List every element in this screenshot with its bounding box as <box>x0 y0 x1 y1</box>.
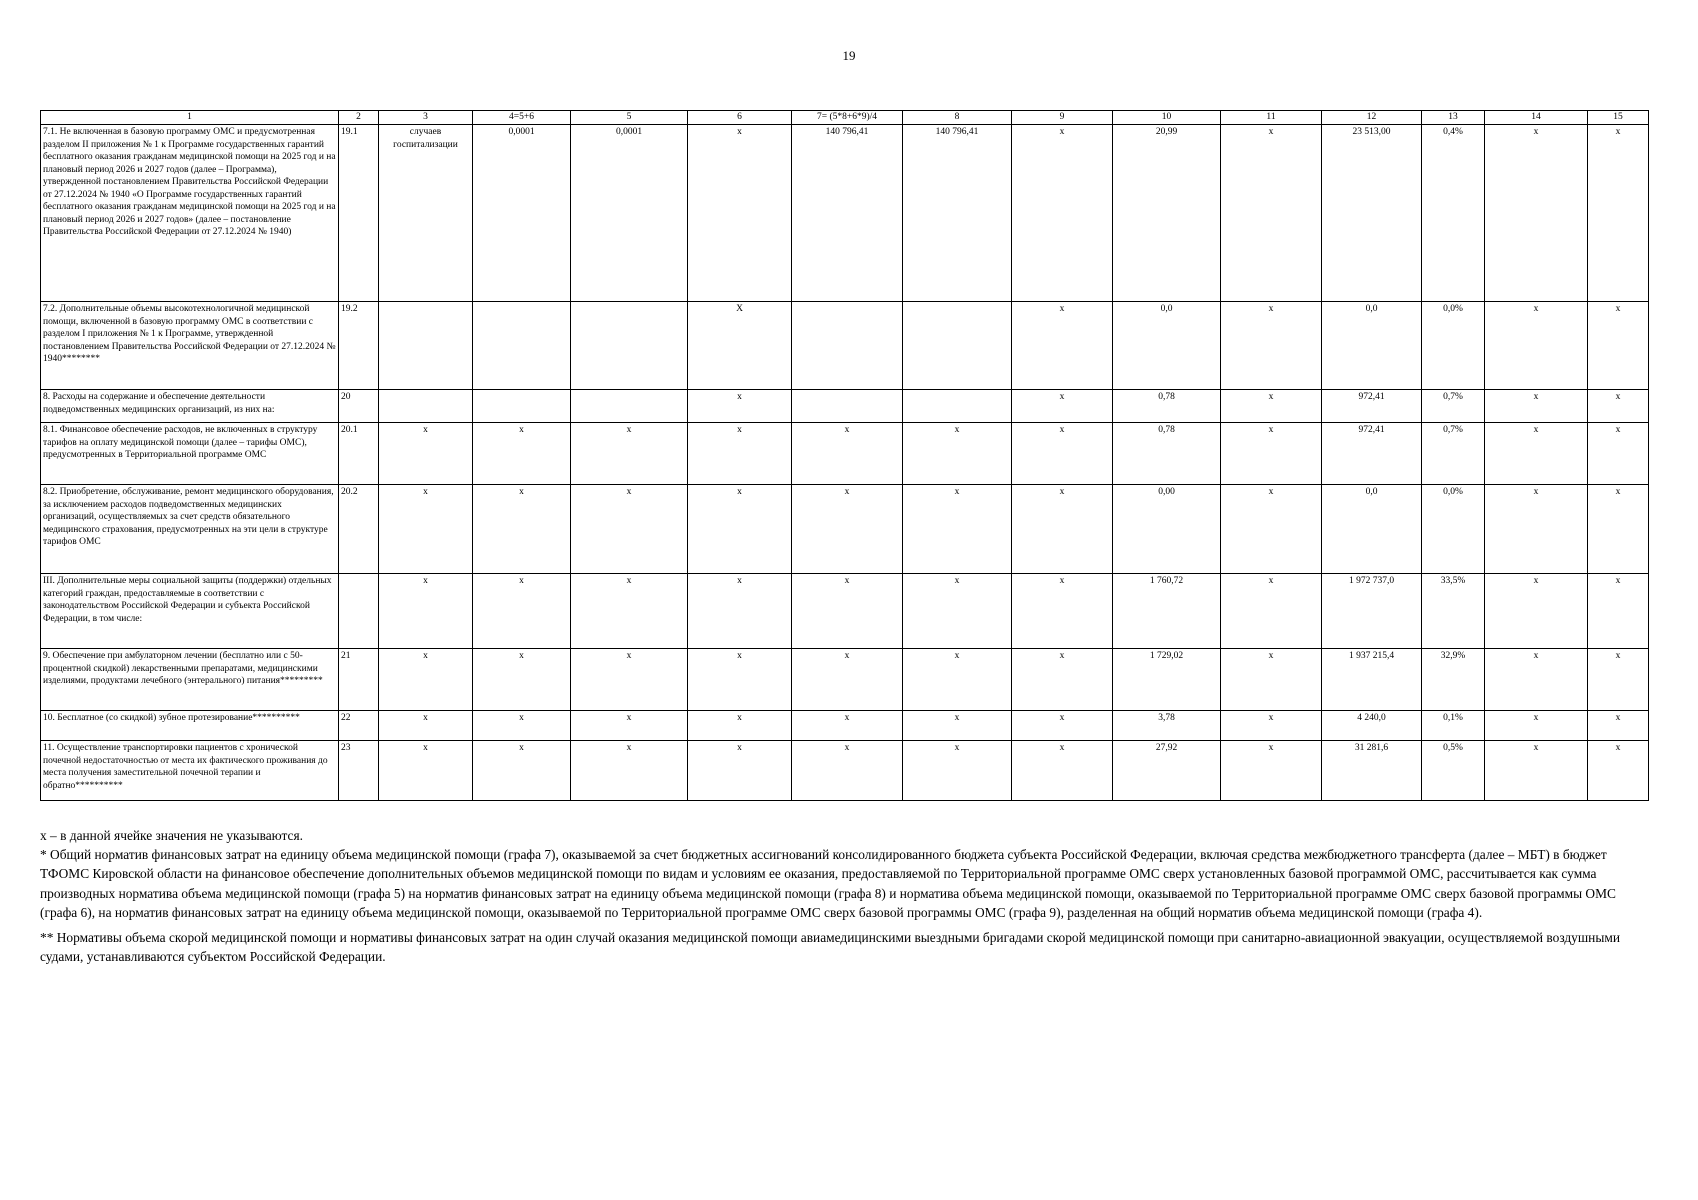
table-cell: x <box>688 423 792 485</box>
column-header: 1 <box>41 111 339 125</box>
table-cell: x <box>473 649 571 711</box>
table-cell: x <box>1012 423 1113 485</box>
table-cell: 972,41 <box>1322 423 1422 485</box>
column-header: 10 <box>1113 111 1221 125</box>
table-cell: 0,7% <box>1422 390 1485 423</box>
line-number: 22 <box>339 711 379 741</box>
table-cell: x <box>1588 711 1649 741</box>
column-header: 7= (5*8+6*9)/4 <box>792 111 903 125</box>
note-x: x – в данной ячейке значения не указываются. <box>40 828 303 843</box>
column-header: 5 <box>571 111 688 125</box>
table-cell: 4 240,0 <box>1322 711 1422 741</box>
table-cell: 23 513,00 <box>1322 125 1422 302</box>
table-cell: случаев госпитализации <box>379 125 473 302</box>
table-cell: x <box>688 649 792 711</box>
table-cell: x <box>379 423 473 485</box>
table-cell: x <box>903 574 1012 649</box>
table-cell: 140 796,41 <box>792 125 903 302</box>
table-cell: x <box>1485 485 1588 574</box>
column-header: 2 <box>339 111 379 125</box>
table-cell: x <box>473 574 571 649</box>
footnotes <box>40 826 1640 966</box>
table-cell: x <box>1012 125 1113 302</box>
table-cell: x <box>1221 125 1322 302</box>
table-cell: x <box>379 741 473 801</box>
table-cell: 0,78 <box>1113 390 1221 423</box>
table-cell <box>792 390 903 423</box>
table-cell: x <box>1485 302 1588 390</box>
table-cell: x <box>688 390 792 423</box>
table-cell: x <box>1485 741 1588 801</box>
table-cell: x <box>1588 574 1649 649</box>
table-cell: x <box>571 711 688 741</box>
table-cell <box>473 390 571 423</box>
table-cell: x <box>688 741 792 801</box>
table-cell: 0,5% <box>1422 741 1485 801</box>
page-number: 19 <box>842 48 856 63</box>
table-cell: x <box>571 649 688 711</box>
table-cell: 0,0% <box>1422 485 1485 574</box>
line-number: 19.1 <box>339 125 379 302</box>
table-cell: x <box>571 574 688 649</box>
table-cell: x <box>1485 574 1588 649</box>
table-cell: 0,00 <box>1113 485 1221 574</box>
table-cell: x <box>1221 649 1322 711</box>
column-header: 9 <box>1012 111 1113 125</box>
table-cell: x <box>903 649 1012 711</box>
table-cell: x <box>1588 485 1649 574</box>
table-cell: x <box>1588 125 1649 302</box>
table-cell: x <box>379 574 473 649</box>
table-cell: x <box>903 741 1012 801</box>
table-cell: x <box>1221 574 1322 649</box>
table-cell: x <box>1012 649 1113 711</box>
table-cell <box>571 302 688 390</box>
table-cell: x <box>473 423 571 485</box>
table-cell: 1 972 737,0 <box>1322 574 1422 649</box>
table-cell: 0,1% <box>1422 711 1485 741</box>
table-row <box>41 390 1649 423</box>
table-cell: 31 281,6 <box>1322 741 1422 801</box>
table-cell: 0,0001 <box>571 125 688 302</box>
table-cell: x <box>1012 302 1113 390</box>
line-number: 20.2 <box>339 485 379 574</box>
table-cell: x <box>1012 485 1113 574</box>
table-cell: x <box>688 711 792 741</box>
table-cell: x <box>1588 741 1649 801</box>
table-cell <box>903 390 1012 423</box>
column-header: 12 <box>1322 111 1422 125</box>
table-cell: 0,78 <box>1113 423 1221 485</box>
table-cell: x <box>792 649 903 711</box>
table-cell: 1 937 215,4 <box>1322 649 1422 711</box>
table-cell: 0,0 <box>1322 485 1422 574</box>
table-cell: 972,41 <box>1322 390 1422 423</box>
table-row <box>41 485 1649 574</box>
table-cell: 0,0 <box>1322 302 1422 390</box>
table-cell: x <box>688 125 792 302</box>
table-row <box>41 574 1649 649</box>
column-header: 8 <box>903 111 1012 125</box>
note-double-asterisk: ** Нормативы объема скорой медицинской помощи и нормативы финансовых затрат на один случай оказания медицинской помощи авиамедицинскими выездными бригадами скорой медицинской помощи при санитарно-авиационной эвакуации, осуществляемой воздушными судами, устанавливаются субъектом Российской Федерации. <box>40 930 1620 965</box>
table-row <box>41 649 1649 711</box>
line-number: 19.2 <box>339 302 379 390</box>
table-cell: x <box>1012 741 1113 801</box>
table-cell: x <box>1588 390 1649 423</box>
table-cell: x <box>1485 423 1588 485</box>
table-cell: 27,92 <box>1113 741 1221 801</box>
table-cell: 20,99 <box>1113 125 1221 302</box>
table-cell: x <box>1221 390 1322 423</box>
table-cell: 32,9% <box>1422 649 1485 711</box>
table-cell <box>379 390 473 423</box>
row-name: 8.1. Финансовое обеспечение расходов, не включенных в структуру тарифов на оплату медицинской помощи (далее – тарифы ОМС), предусмотренных в Территориальной программе ОМС <box>41 423 339 485</box>
table-cell: x <box>1588 423 1649 485</box>
line-number: 20.1 <box>339 423 379 485</box>
table-row <box>41 302 1649 390</box>
table-cell: x <box>792 711 903 741</box>
table-cell: x <box>792 485 903 574</box>
column-header: 6 <box>688 111 792 125</box>
table-row <box>41 125 1649 302</box>
table-cell: x <box>1485 649 1588 711</box>
column-header: 15 <box>1588 111 1649 125</box>
table-row <box>41 423 1649 485</box>
row-name: 7.2. Дополнительные объемы высокотехнологичной медицинской помощи, включенной в базовую программу ОМС в соответствии с разделом I приложения № 1 к Программе, утвержденной постановлением Правительства Российской Федерации от 27.12.2024 № 1940******** <box>41 302 339 390</box>
table-cell: x <box>1221 485 1322 574</box>
table-cell: x <box>1588 649 1649 711</box>
note-asterisk: * Общий норматив финансовых затрат на единицу объема медицинской помощи (графа 7), оказываемой за счет бюджетных ассигнований консолидированного бюджета субъекта Российской Федерации, включая средства межбюджетного трансферта (далее – МБТ) в бюджет ТФОМС Кировской области на финансовое обеспечение дополнительных объемов медицинской помощи по видам и условиям ее оказания, предоставляемой по Территориальной программе ОМС сверх установленных базовой программой ОМС, рассчитывается как сумма производных норматива объема медицинской помощи (графа 5) на норматив финансовых затрат на единицу объема медицинской помощи (графа 8) и норматива объема медицинской помощи, оказываемой по Территориальной программе ОМС сверх базовой программы ОМС (графа 6), на норматив финансовых затрат на единицу объема медицинской помощи, оказываемой по Территориальной программе ОМС сверх базовой программы ОМС (графа 9), разделенная на общий норматив объема медицинской помощи (графа 4). <box>40 847 1616 920</box>
column-header: 3 <box>379 111 473 125</box>
table-cell: x <box>1221 423 1322 485</box>
table-cell: x <box>1012 574 1113 649</box>
column-header: 14 <box>1485 111 1588 125</box>
line-number: 20 <box>339 390 379 423</box>
table-cell: x <box>379 649 473 711</box>
column-header: 4=5+6 <box>473 111 571 125</box>
table-cell: x <box>1485 711 1588 741</box>
table-cell <box>792 302 903 390</box>
table-cell: 1 729,02 <box>1113 649 1221 711</box>
table-cell: x <box>473 485 571 574</box>
table-cell: x <box>379 485 473 574</box>
table-cell: x <box>1221 711 1322 741</box>
table-cell: x <box>473 711 571 741</box>
row-name: 9. Обеспечение при амбулаторном лечении (бесплатно или с 50-процентной скидкой) лекарственными препаратами, медицинскими изделиями, продуктами лечебного (энтерального) питания********* <box>41 649 339 711</box>
table-cell: 0,4% <box>1422 125 1485 302</box>
table-cell: 140 796,41 <box>903 125 1012 302</box>
table-cell: 0,0 <box>1113 302 1221 390</box>
table-cell: x <box>1221 741 1322 801</box>
row-name: 8.2. Приобретение, обслуживание, ремонт медицинского оборудования, за исключением расходов подведомственных медицинских организаций, осуществляемых за счет средств обязательного медицинского страхования, предусмотренных на эти цели в структуре тарифов ОМС <box>41 485 339 574</box>
table-cell: x <box>1012 711 1113 741</box>
table-cell: x <box>1221 302 1322 390</box>
line-number: 21 <box>339 649 379 711</box>
table-cell: x <box>903 485 1012 574</box>
table-cell <box>473 302 571 390</box>
table-cell: x <box>792 423 903 485</box>
table-cell: 3,78 <box>1113 711 1221 741</box>
line-number <box>339 574 379 649</box>
table-cell: x <box>903 711 1012 741</box>
table-cell: x <box>473 741 571 801</box>
table-cell: 1 760,72 <box>1113 574 1221 649</box>
row-name: 8. Расходы на содержание и обеспечение деятельности подведомственных медицинских организаций, из них на: <box>41 390 339 423</box>
data-table <box>40 110 1649 801</box>
table-cell: x <box>571 485 688 574</box>
table-cell: x <box>571 423 688 485</box>
column-header: 11 <box>1221 111 1322 125</box>
table-cell: x <box>571 741 688 801</box>
table-cell: 33,5% <box>1422 574 1485 649</box>
table-cell: x <box>792 574 903 649</box>
table-cell: x <box>379 711 473 741</box>
column-header: 13 <box>1422 111 1485 125</box>
table-cell <box>379 302 473 390</box>
table-cell: x <box>688 485 792 574</box>
table-cell: X <box>688 302 792 390</box>
table-cell: 0,0% <box>1422 302 1485 390</box>
table-cell: x <box>1588 302 1649 390</box>
table-cell: x <box>1485 125 1588 302</box>
table-cell: x <box>1012 390 1113 423</box>
column-number-row <box>41 111 1649 125</box>
row-name: 7.1. Не включенная в базовую программу ОМС и предусмотренная разделом II приложения № 1 к Программе государственных гарантий бесплатного оказания гражданам медицинской помощи на 2025 год и на плановый период 2026 и 2027 годов (далее – Программа), утвержденной постановлением Правительства Российской Федерации от 27.12.2024 № 1940 «О Программе государственных гарантий бесплатного оказания гражданам медицинской помощи на 2025 год и на плановый период 2026 и 2027 годов» (далее – постановление Правительства Российской Федерации от 27.12.2024 № 1940) <box>41 125 339 302</box>
table-row <box>41 741 1649 801</box>
table-cell: x <box>792 741 903 801</box>
table-cell: x <box>903 423 1012 485</box>
row-name: 10. Бесплатное (со скидкой) зубное протезирование********** <box>41 711 339 741</box>
line-number: 23 <box>339 741 379 801</box>
table-cell: 0,7% <box>1422 423 1485 485</box>
table-cell: x <box>688 574 792 649</box>
row-name: 11. Осуществление транспортировки пациентов с хронической почечной недостаточностью от места их фактического проживания до места получения заместительной почечной терапии и обратно********** <box>41 741 339 801</box>
table-row <box>41 711 1649 741</box>
table-cell <box>571 390 688 423</box>
table-cell <box>903 302 1012 390</box>
table-cell: x <box>1485 390 1588 423</box>
table-cell: 0,0001 <box>473 125 571 302</box>
row-name: III. Дополнительные меры социальной защиты (поддержки) отдельных категорий граждан, предоставляемые в соответствии с законодательством Российской Федерации и субъекта Российской Федерации, в том числе: <box>41 574 339 649</box>
